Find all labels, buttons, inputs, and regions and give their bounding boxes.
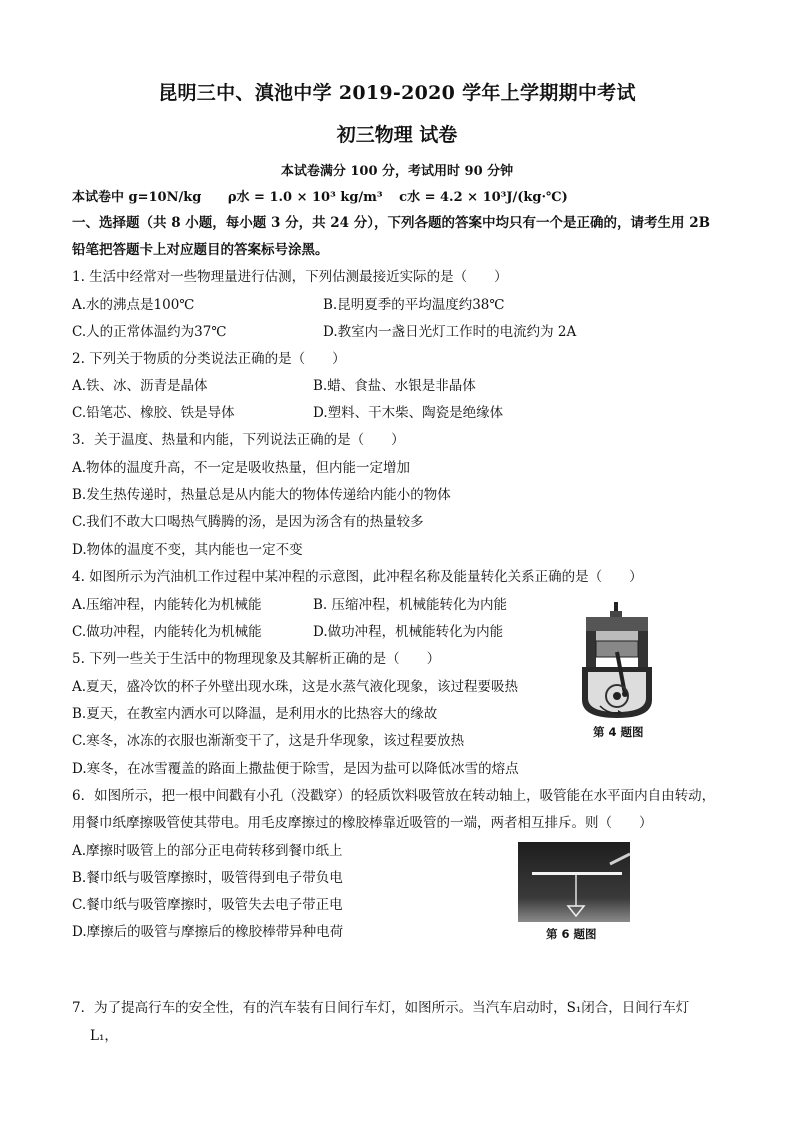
q4-option-d: D.做功冲程，机械能转化为内能 [313,624,504,640]
q2-option-c: C.铅笔芯、橡胶、铁是导体 [72,405,235,421]
q3-stem: 3．关于温度、热量和内能，下列说法正确的是（ ） [72,432,405,448]
section-heading-line2: 铅笔把答题卡上对应题目的答案标号涂黑。 [72,242,329,258]
q4-figure-caption: 第 4 题图 [593,725,644,739]
q1-option-d: D.教室内一盏日光灯工作时的电流约为 2A [323,324,577,340]
engine-stroke-figure [578,600,656,722]
q4-option-b: B. 压缩冲程，机械能转化为内能 [313,597,508,613]
q2-option-d: D.塑料、干木柴、陶瓷是绝缘体 [313,405,504,421]
q5-stem: 5. 下列一些关于生活中的物理现象及其解析正确的是（ ） [72,651,441,667]
q1-option-a: A.水的沸点是100℃ [72,297,195,313]
constant-c: c水 = 4.2 × 10³J/(kg·℃) [399,190,568,205]
exam-info: 本试卷满分 100 分，考试用时 90 分钟 [280,164,514,179]
q4-stem: 4. 如图所示为汽油机工作过程中某冲程的示意图，此冲程名称及能量转化关系正确的是（ ） [72,569,643,585]
q7-stem-line2: L₁， [90,1028,118,1044]
q5-option-d: D.寒冬，在冰雪覆盖的路面上撒盐便于除雪，是因为盐可以降低冰雪的熔点 [72,761,519,777]
q7-stem-line1: 7．为了提高行车的安全性，有的汽车装有日间行车灯，如图所示。当汽车启动时，S₁闭合，日间行车灯 [72,1000,690,1016]
q6-figure-caption: 第 6 题图 [546,927,597,941]
constant-rho: ρ水 = 1.0 × 10³ kg/m³ [227,190,383,205]
q1-stem: 1. 生活中经常对一些物理量进行估测，下列估测最接近实际的是（ ） [72,269,508,285]
q5-option-c: C.寒冬，冰冻的衣服也渐渐变干了，这是升华现象，该过程要放热 [72,733,465,749]
q6-option-c: C.餐巾纸与吸管摩擦时，吸管失去电子带正电 [72,897,343,913]
q1-option-b: B.昆明夏季的平均温度约38℃ [323,297,505,313]
q2-stem: 2. 下列关于物质的分类说法正确的是（ ） [72,351,346,367]
straw-pivot-photo [518,842,630,922]
q6-stem-line2: 用餐巾纸摩擦吸管使其带电。用毛皮摩擦过的橡胶棒靠近吸管的一端，两者相互排斥。则（ ） [72,815,653,831]
q6-option-d: D.摩擦后的吸管与摩擦后的橡胶棒带异种电荷 [72,924,344,940]
q3-option-b: B.发生热传递时，热量总是从内能大的物体传递给内能小的物体 [72,487,451,503]
q4-option-a: A.压缩冲程，内能转化为机械能 [72,597,262,613]
constant-g: 本试卷中 g=10N/kg [72,190,202,205]
q3-option-a: A.物体的温度升高，不一定是吸收热量，但内能一定增加 [72,460,411,476]
q1-option-c: C.人的正常体温约为37℃ [72,324,227,340]
exam-title: 昆明三中、滇池中学 2019-2020 学年上学期期中考试 [158,82,636,104]
q4-option-c: C.做功冲程，内能转化为机械能 [72,624,262,640]
q6-stem-line1: 6．如图所示，把一根中间戳有小孔（没戳穿）的轻质饮料吸管放在转动轴上，吸管能在水平面内自由转动， [72,788,716,804]
q2-option-a: A.铁、冰、沥青是晶体 [72,378,208,394]
q6-option-a: A.摩擦时吸管上的部分正电荷转移到餐巾纸上 [72,843,343,859]
q6-option-b: B.餐巾纸与吸管摩擦时，吸管得到电子带负电 [72,870,343,886]
exam-subtitle: 初三物理 试卷 [336,124,458,146]
q3-option-c: C.我们不敢大口喝热气腾腾的汤，是因为汤含有的热量较多 [72,514,424,530]
q3-option-d: D.物体的温度不变，其内能也一定不变 [72,542,303,558]
constants-line [72,186,568,205]
q5-option-a: A.夏天，盛冷饮的杯子外壁出现水珠，这是水蒸气液化现象，该过程要吸热 [72,679,519,695]
q5-option-b: B.夏天，在教室内洒水可以降温，是利用水的比热容大的缘故 [72,706,438,722]
section-heading-line1: 一、选择题（共 8 小题，每小题 3 分，共 24 分），下列各题的答案中均只有一个是正确的，请考生用 2B [72,215,711,231]
q2-option-b: B.蜡、食盐、水银是非晶体 [313,378,476,394]
section-heading [72,210,722,264]
